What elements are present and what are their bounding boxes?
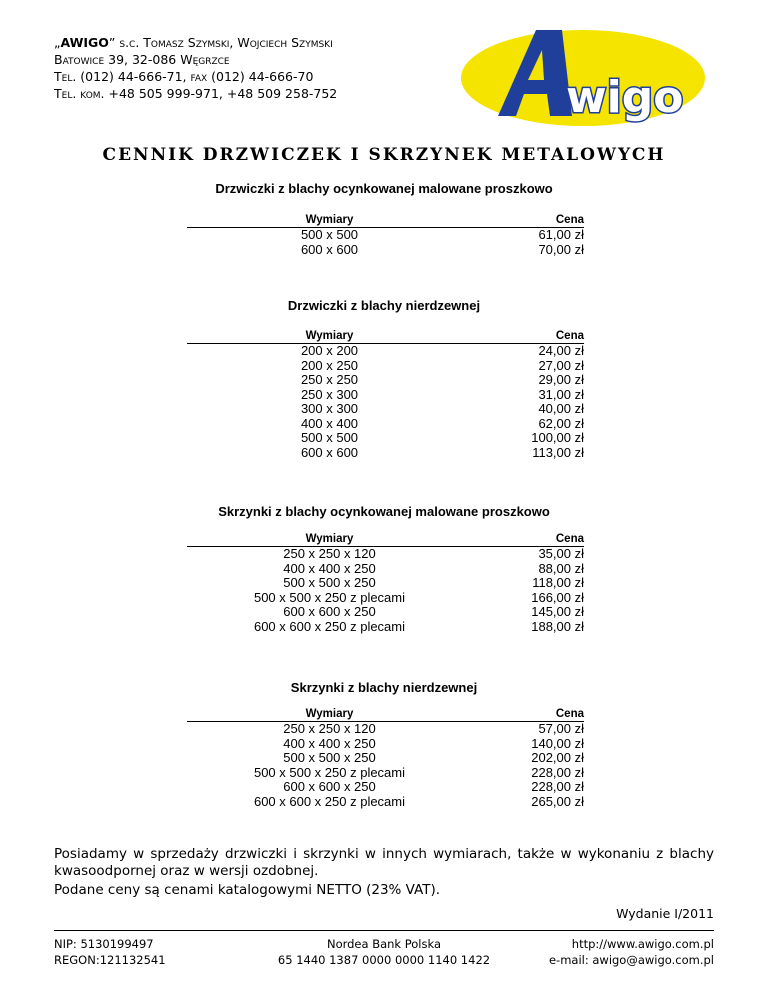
table-header [187,708,584,722]
dimension-cell: 200 x 200 [300,343,359,358]
company-owners: ” s.c. Tomasz Szymski, Wojciech Szymski [108,35,333,50]
table-header [187,330,584,344]
dimension-cell: 600 x 600 [300,241,359,257]
company-mobile: Tel. kom. +48 505 999-971, +48 509 258-752 [54,86,338,101]
company-phone-fax: Tel. (012) 44-666-71, fax (012) 44-666-70 [54,69,314,84]
company-name: AWIGO [60,35,109,50]
price-cell: 35,00 zł [538,546,584,561]
footer-divider [54,930,714,931]
edition-label: Wydanie I/2011 [616,906,714,921]
price-cell: 113,00 zł [532,444,584,460]
price-cell: 31,00 zł [538,386,584,402]
dimension-cell: 300 x 300 [300,401,359,416]
price-cell: 228,00 zł [531,779,584,794]
price-cell: 188,00 zł [531,618,584,634]
dimension-cell: 500 x 500 x 250 z plecami [253,764,406,780]
table-row [187,766,584,781]
column-header-price: Cena [555,533,584,545]
dimension-cell: 600 x 600 x 250 [283,779,376,794]
section-title: Drzwiczki z blachy nierdzewnej [287,298,481,313]
footer-website-link[interactable]: http://www.awigo.com.pl [571,937,714,951]
footer-regon: REGON:121132541 [54,953,166,967]
availability-note: Posiadamy w sprzedaży drzwiczki i skrzynki w innych wymiarach, także w wykonaniu z blachy kwasoodpornej oraz w wersji ozdobnej. [54,846,714,879]
dimension-cell: 400 x 400 [300,415,359,431]
company-name-line [54,34,337,51]
dimension-cell: 250 x 250 x 120 [283,546,376,561]
price-table [187,330,584,460]
dimension-cell: 250 x 300 [300,386,359,402]
dimension-cell: 500 x 500 x 250 [283,750,376,765]
footer-contact [549,936,714,968]
table-row [187,751,584,766]
dimension-cell: 500 x 500 [300,227,359,242]
table-row [187,243,584,258]
footer-bank-name: Nordea Bank Polska [326,937,442,951]
logo-wordmark: wigo [566,72,684,123]
dimension-cell: 600 x 600 [300,444,359,460]
price-cell: 62,00 zł [538,415,584,431]
table-row [187,620,584,635]
section-title: Drzwiczki z blachy ocynkowanej malowane proszkowo [215,181,553,196]
dimension-cell: 250 x 250 x 120 [283,721,376,736]
table-row [187,605,584,620]
company-address: Batowice 39, 32-086 Węgrzce [54,52,230,67]
table-row [187,562,584,577]
price-cell: 118,00 zł [532,575,584,590]
section-title: Skrzynki z blachy nierdzewnej [290,680,478,695]
dimension-cell: 500 x 500 [300,430,359,445]
footer-nip: NIP: 5130199497 [54,937,154,951]
price-cell: 202,00 zł [531,750,584,765]
table-row [187,722,584,737]
company-header [54,34,337,102]
price-cell: 70,00 zł [538,241,584,257]
dimension-cell: 600 x 600 x 250 [283,604,376,619]
column-header-dimensions: Wymiary [305,330,354,342]
dimension-cell: 500 x 500 x 250 [283,575,376,590]
dimension-cell: 500 x 500 x 250 z plecami [253,589,406,605]
table-row [187,576,584,591]
footer-bank-account: 65 1440 1387 0000 0000 1140 1422 [277,953,491,967]
price-cell: 145,00 zł [531,604,584,619]
price-cell: 228,00 zł [531,764,584,780]
price-cell: 24,00 zł [538,343,584,358]
table-row [187,373,584,388]
price-cell: 61,00 zł [538,227,584,242]
table-header [187,214,584,228]
awigo-logo [458,20,708,130]
table-row [187,780,584,795]
section-title: Skrzynki z blachy ocynkowanej malowane proszkowo [218,504,550,519]
table-row [187,402,584,417]
dimension-cell: 250 x 250 [300,372,359,387]
dimension-cell: 600 x 600 x 250 z plecami [253,618,406,634]
table-row [187,431,584,446]
column-header-price: Cena [555,330,584,342]
table-row [187,417,584,432]
price-table [187,533,584,634]
dimension-cell: 600 x 600 x 250 z plecami [253,793,406,809]
column-header-dimensions: Wymiary [305,214,354,226]
price-cell: 29,00 zł [538,372,584,387]
quote-mark: „ [54,35,61,50]
price-cell: 100,00 zł [531,430,584,445]
price-table [187,214,584,257]
price-cell: 265,00 zł [531,793,584,809]
price-cell: 40,00 zł [538,401,584,416]
table-header [187,533,584,547]
price-cell: 166,00 zł [531,589,584,605]
table-row [187,228,584,243]
page-title: CENNIK DRZWICZEK I SKRZYNEK METALOWYCH [102,145,666,165]
price-table [187,708,584,809]
table-row [187,446,584,461]
table-row [187,344,584,359]
price-note: Podane ceny są cenami katalogowymi NETTO (23% VAT). [54,882,441,898]
table-row [187,795,584,810]
table-row [187,547,584,562]
dimension-cell: 400 x 400 x 250 [283,735,376,751]
table-row [187,737,584,752]
price-cell: 27,00 zł [538,357,584,373]
table-row [187,388,584,403]
price-cell: 140,00 zł [531,735,584,751]
table-row [187,591,584,606]
price-cell: 88,00 zł [538,560,584,576]
table-row [187,359,584,374]
footer-email-link[interactable]: e-mail: awigo@awigo.com.pl [548,953,714,967]
dimension-cell: 400 x 400 x 250 [283,560,376,576]
dimension-cell: 200 x 250 [300,357,359,373]
column-header-price: Cena [555,214,584,226]
price-cell: 57,00 zł [538,721,584,736]
column-header-price: Cena [555,708,584,720]
column-header-dimensions: Wymiary [305,533,354,545]
column-header-dimensions: Wymiary [305,708,354,720]
